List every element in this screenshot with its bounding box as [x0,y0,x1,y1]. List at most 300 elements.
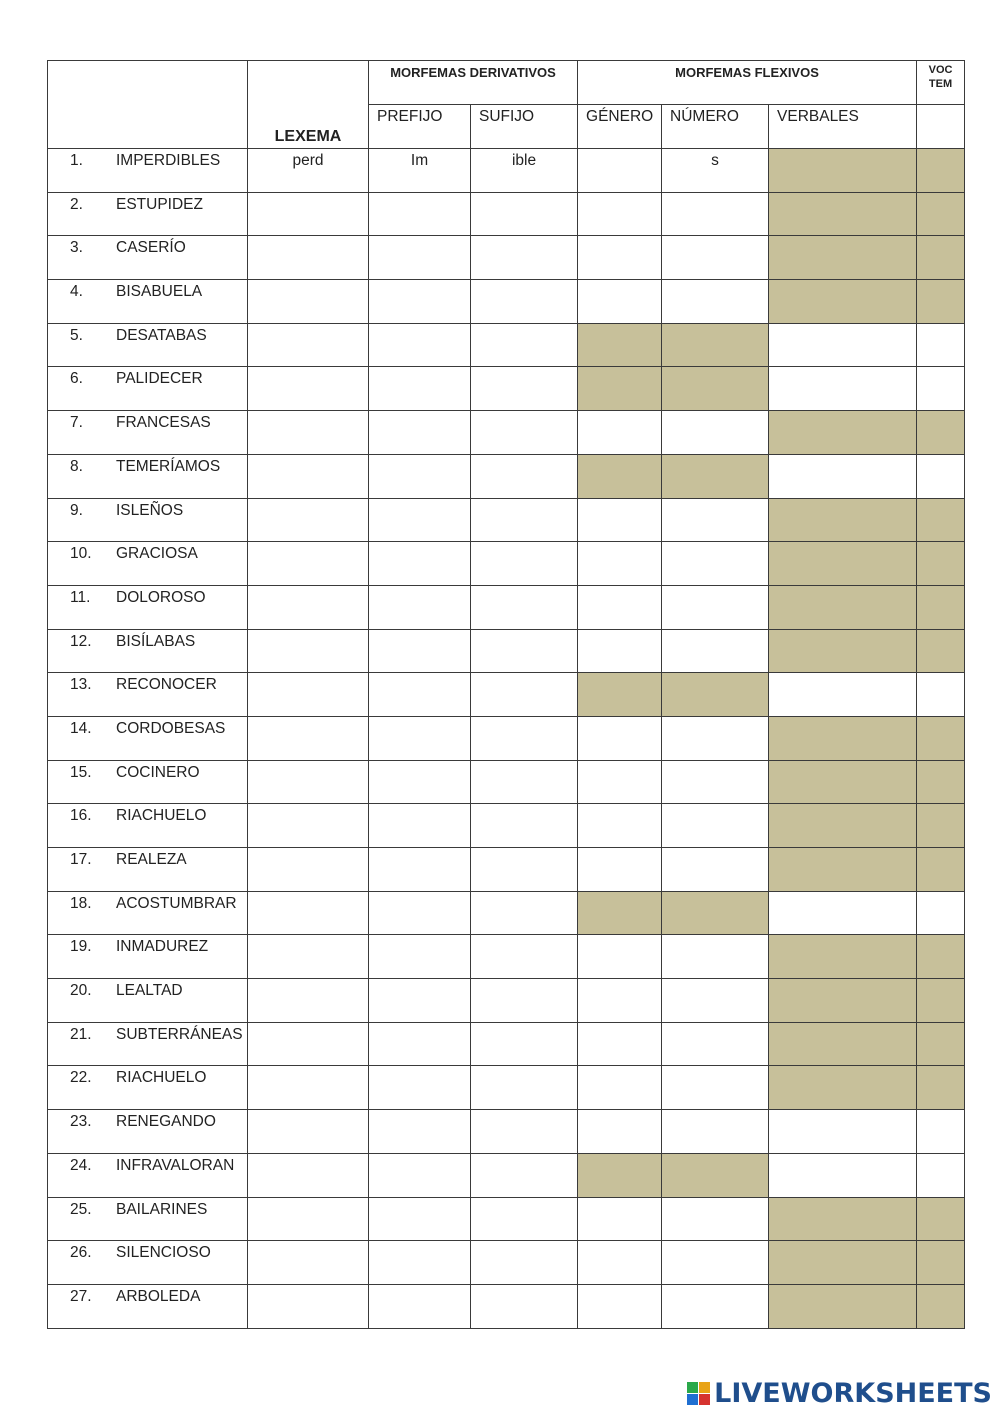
voc-tem-header [917,61,965,105]
verbales-cell [769,1066,917,1110]
word-cell [48,236,248,280]
row-number: 26. [70,1244,92,1262]
row-number: 13. [70,676,92,694]
voc-cell [917,629,965,673]
row-word: BISÍLABAS [116,632,196,650]
word-column-header [48,61,248,149]
genero-cell[interactable] [578,585,662,629]
verbales-cell [769,1241,917,1285]
lexema-cell[interactable] [248,542,369,586]
numero-cell[interactable] [662,542,769,586]
sufijo-cell[interactable] [471,585,578,629]
row-word: INFRAVALORAN [116,1156,235,1174]
sufijo-cell[interactable] [471,760,578,804]
sufijo-cell[interactable] [471,1153,578,1197]
genero-cell[interactable] [578,1022,662,1066]
word-cell [48,1241,248,1285]
table-row [48,280,965,324]
lexema-cell[interactable] [248,1153,369,1197]
table-row [48,149,965,193]
row-number: 16. [70,807,92,825]
row-number: 3. [70,239,83,257]
lexema-cell[interactable] [248,891,369,935]
row-word: INMADUREZ [116,938,209,956]
prefijo-cell[interactable] [369,498,471,542]
sufijo-cell[interactable] [471,1241,578,1285]
table-body [48,149,965,1329]
numero-cell[interactable] [662,804,769,848]
table-row [48,236,965,280]
voc-header-line1: VOC [928,64,953,76]
prefijo-cell[interactable] [369,411,471,455]
morphology-table [47,60,965,1329]
genero-cell [578,891,662,935]
verbales-cell[interactable] [769,323,917,367]
row-word: ACOSTUMBRAR [116,894,237,912]
numero-cell [662,891,769,935]
genero-cell[interactable] [578,760,662,804]
verbales-cell [769,629,917,673]
genero-header: GÉNERO [578,105,662,149]
row-number: 9. [70,501,83,519]
genero-cell[interactable] [578,1197,662,1241]
word-cell [48,891,248,935]
word-cell [48,498,248,542]
genero-cell [578,673,662,717]
genero-cell[interactable] [578,236,662,280]
verbales-cell[interactable] [769,673,917,717]
word-cell [48,1066,248,1110]
genero-cell[interactable] [578,1241,662,1285]
genero-cell[interactable] [578,1066,662,1110]
row-number: 6. [70,370,83,388]
verbales-cell [769,1284,917,1328]
numero-cell[interactable] [662,1110,769,1154]
table-row [48,542,965,586]
genero-cell[interactable] [578,629,662,673]
row-number: 12. [70,632,92,650]
numero-cell[interactable] [662,1066,769,1110]
word-cell [48,1153,248,1197]
sufijo-cell[interactable] [471,848,578,892]
genero-cell [578,323,662,367]
genero-cell [578,1153,662,1197]
row-number: 14. [70,719,92,737]
lexema-cell[interactable] [248,935,369,979]
voc-header-line2: TEM [928,78,953,90]
word-cell [48,1022,248,1066]
brand-text: LIVEWORKSHEETS [714,1377,992,1409]
verbales-cell [769,848,917,892]
lexema-cell[interactable] [248,979,369,1023]
word-cell [48,149,248,193]
row-word: ESTUPIDEZ [116,195,203,213]
row-number: 22. [70,1069,92,1087]
lexema-cell[interactable] [248,760,369,804]
prefijo-cell[interactable] [369,1284,471,1328]
sufijo-cell[interactable] [471,1066,578,1110]
sufijo-cell[interactable] [471,979,578,1023]
table-row [48,498,965,542]
row-number: 5. [70,326,83,344]
sufijo-cell[interactable] [471,454,578,498]
prefijo-cell[interactable] [369,1110,471,1154]
genero-cell[interactable] [578,411,662,455]
sufijo-cell[interactable] [471,1197,578,1241]
genero-cell[interactable] [578,280,662,324]
table-row [48,192,965,236]
prefijo-cell[interactable] [369,280,471,324]
voc-cell[interactable] [917,454,965,498]
prefijo-cell[interactable] [369,979,471,1023]
lexema-cell[interactable] [248,716,369,760]
prefijo-cell[interactable] [369,716,471,760]
row-number: 4. [70,283,83,301]
word-cell [48,760,248,804]
verbales-cell [769,716,917,760]
prefijo-header: PREFIJO [369,105,471,149]
genero-cell[interactable] [578,716,662,760]
genero-cell[interactable] [578,542,662,586]
voc-cell [917,542,965,586]
sufijo-cell[interactable] [471,367,578,411]
numero-cell[interactable] [662,411,769,455]
row-word: BAILARINES [116,1200,208,1218]
word-cell [48,585,248,629]
verbales-cell [769,192,917,236]
numero-cell[interactable] [662,1241,769,1285]
lexema-header: LEXEMA [248,61,369,149]
lexema-cell[interactable] [248,192,369,236]
lexema-cell[interactable] [248,454,369,498]
numero-cell[interactable] [662,1284,769,1328]
prefijo-cell[interactable] [369,891,471,935]
row-number: 23. [70,1113,92,1131]
verbales-cell [769,585,917,629]
liveworksheets-logo-icon [687,1382,710,1405]
verbales-cell [769,236,917,280]
table-row [48,1022,965,1066]
prefijo-cell[interactable] [369,760,471,804]
word-cell [48,716,248,760]
lexema-cell[interactable] [248,848,369,892]
sufijo-cell[interactable] [471,498,578,542]
word-cell [48,1110,248,1154]
verbales-cell [769,1197,917,1241]
row-number: 27. [70,1287,92,1305]
lexema-cell[interactable] [248,1022,369,1066]
genero-cell[interactable] [578,498,662,542]
numero-cell[interactable] [662,280,769,324]
lexema-cell[interactable] [248,629,369,673]
row-word: CORDOBESAS [116,719,226,737]
row-number: 10. [70,545,92,563]
row-number: 17. [70,851,92,868]
table-row [48,760,965,804]
voc-cell [917,149,965,193]
sufijo-cell[interactable] [471,1110,578,1154]
verbales-cell [769,804,917,848]
prefijo-cell[interactable] [369,323,471,367]
verbales-cell[interactable] [769,367,917,411]
row-word: REALEZA [116,851,187,868]
row-number: 20. [70,982,92,1000]
numero-cell[interactable] [662,1022,769,1066]
numero-cell[interactable] [662,236,769,280]
row-word: IMPERDIBLES [116,152,221,169]
voc-cell[interactable] [917,891,965,935]
prefijo-cell[interactable] [369,192,471,236]
numero-cell[interactable] [662,979,769,1023]
prefijo-cell[interactable] [369,1241,471,1285]
numero-cell [662,673,769,717]
table-row [48,935,965,979]
sufijo-cell[interactable] [471,411,578,455]
genero-cell[interactable] [578,1110,662,1154]
prefijo-cell[interactable] [369,585,471,629]
prefijo-cell[interactable] [369,1066,471,1110]
voc-cell[interactable] [917,1110,965,1154]
prefijo-cell[interactable] [369,1153,471,1197]
row-word: CASERÍO [116,239,186,257]
word-cell [48,411,248,455]
row-word: RENEGANDO [116,1113,216,1131]
lexema-cell[interactable] [248,367,369,411]
lexema-cell[interactable] [248,411,369,455]
lexema-cell[interactable] [248,673,369,717]
prefijo-cell[interactable] [369,629,471,673]
voc-cell [917,848,965,892]
voc-cell[interactable] [917,367,965,411]
verbales-cell [769,542,917,586]
row-word: FRANCESAS [116,414,211,432]
sufijo-cell[interactable] [471,804,578,848]
verbales-cell [769,935,917,979]
row-number: 24. [70,1156,92,1174]
numero-cell [662,1153,769,1197]
prefijo-cell[interactable] [369,542,471,586]
row-number: 21. [70,1025,92,1043]
voc-cell[interactable] [917,323,965,367]
numero-header: NÚMERO [662,105,769,149]
lexema-cell[interactable] [248,1110,369,1154]
word-cell [48,979,248,1023]
voc-cell [917,585,965,629]
row-word: RECONOCER [116,676,217,694]
voc-cell [917,935,965,979]
lexema-cell[interactable] [248,1066,369,1110]
table-row [48,367,965,411]
sufijo-cell[interactable] [471,323,578,367]
table-row [48,1284,965,1328]
row-word: COCINERO [116,763,200,781]
prefijo-cell[interactable] [369,935,471,979]
row-number: 25. [70,1200,92,1218]
sufijo-cell[interactable] [471,1022,578,1066]
lexema-cell[interactable] [248,1284,369,1328]
row-word: PALIDECER [116,370,203,388]
voc-cell [917,192,965,236]
genero-cell[interactable] [578,979,662,1023]
genero-cell[interactable] [578,1284,662,1328]
table-row [48,1241,965,1285]
table-row [48,848,965,892]
word-cell [48,454,248,498]
row-word: TEMERÍAMOS [116,457,221,475]
numero-cell[interactable] [662,498,769,542]
voc-cell [917,804,965,848]
word-cell [48,542,248,586]
sufijo-cell[interactable] [471,1284,578,1328]
row-word: ISLEÑOS [116,501,184,519]
sufijo-header: SUFIJO [471,105,578,149]
table-row [48,323,965,367]
voc-cell [917,716,965,760]
verbales-cell[interactable] [769,1110,917,1154]
row-word: RIACHUELO [116,1069,207,1087]
word-cell [48,848,248,892]
sufijo-cell[interactable] [471,236,578,280]
verbales-cell[interactable] [769,891,917,935]
voc-cell [917,1284,965,1328]
lexema-cell[interactable] [248,1197,369,1241]
verbales-cell [769,498,917,542]
word-cell [48,935,248,979]
prefijo-cell[interactable] [369,1022,471,1066]
sufijo-cell[interactable] [471,891,578,935]
prefijo-cell[interactable] [369,236,471,280]
word-cell [48,280,248,324]
word-cell [48,673,248,717]
flexivos-header: MORFEMAS FLEXIVOS [578,61,917,105]
sufijo-cell[interactable] [471,542,578,586]
voc-subheader [917,105,965,149]
row-number: 15. [70,763,92,781]
prefijo-cell[interactable] [369,1197,471,1241]
numero-cell[interactable] [662,716,769,760]
verbales-cell [769,280,917,324]
verbales-cell [769,979,917,1023]
lexema-cell[interactable]: perd [248,149,369,193]
row-word: BISABUELA [116,283,203,301]
sufijo-cell[interactable] [471,280,578,324]
verbales-cell [769,760,917,804]
table-row [48,979,965,1023]
genero-cell[interactable] [578,192,662,236]
verbales-cell [769,411,917,455]
genero-cell [578,454,662,498]
voc-cell [917,1241,965,1285]
genero-cell [578,367,662,411]
lexema-cell[interactable] [248,804,369,848]
sufijo-cell[interactable] [471,629,578,673]
table-row [48,804,965,848]
table-row [48,891,965,935]
numero-cell[interactable] [662,848,769,892]
voc-cell[interactable] [917,673,965,717]
lexema-cell[interactable] [248,1241,369,1285]
word-cell [48,629,248,673]
table-row [48,411,965,455]
sufijo-cell[interactable] [471,673,578,717]
row-word: ARBOLEDA [116,1287,201,1305]
verbales-cell[interactable] [769,1153,917,1197]
numero-cell[interactable] [662,629,769,673]
verbales-cell[interactable] [769,454,917,498]
table-row [48,1153,965,1197]
liveworksheets-logo [687,1377,992,1409]
genero-cell[interactable] [578,804,662,848]
numero-cell [662,454,769,498]
sufijo-cell[interactable] [471,935,578,979]
numero-cell[interactable] [662,760,769,804]
row-word: DESATABAS [116,326,207,344]
sufijo-cell[interactable]: ible [471,149,578,193]
table-row [48,716,965,760]
table-row [48,1110,965,1154]
numero-cell[interactable] [662,192,769,236]
prefijo-cell[interactable]: Im [369,149,471,193]
prefijo-cell[interactable] [369,673,471,717]
lexema-cell[interactable] [248,236,369,280]
numero-cell[interactable] [662,585,769,629]
row-word: SILENCIOSO [116,1244,211,1262]
word-cell [48,1284,248,1328]
prefijo-cell[interactable] [369,848,471,892]
row-number: 2. [70,195,83,213]
lexema-cell[interactable] [248,585,369,629]
prefijo-cell[interactable] [369,367,471,411]
voc-cell [917,1022,965,1066]
derivativos-header: MORFEMAS DERIVATIVOS [369,61,578,105]
voc-cell [917,411,965,455]
row-word: DOLOROSO [116,588,206,606]
voc-cell [917,498,965,542]
verbales-cell [769,149,917,193]
row-number: 19. [70,938,92,956]
voc-cell [917,236,965,280]
genero-cell[interactable] [578,848,662,892]
genero-cell[interactable] [578,149,662,193]
word-cell [48,367,248,411]
word-cell [48,804,248,848]
lexema-cell[interactable] [248,498,369,542]
word-cell [48,192,248,236]
table-row [48,1197,965,1241]
voc-cell [917,1066,965,1110]
prefijo-cell[interactable] [369,804,471,848]
sufijo-cell[interactable] [471,716,578,760]
row-number: 1. [70,152,83,169]
voc-cell[interactable] [917,1153,965,1197]
numero-cell[interactable] [662,1197,769,1241]
verbales-cell [769,1022,917,1066]
numero-cell [662,323,769,367]
genero-cell[interactable] [578,935,662,979]
word-cell [48,323,248,367]
table-row [48,454,965,498]
numero-cell[interactable] [662,935,769,979]
lexema-cell[interactable] [248,280,369,324]
prefijo-cell[interactable] [369,454,471,498]
verbales-header: VERBALES [769,105,917,149]
lexema-cell[interactable] [248,323,369,367]
row-number: 8. [70,457,83,475]
row-word: GRACIOSA [116,545,198,563]
row-word: SUBTERRÁNEAS [116,1025,243,1043]
sufijo-cell[interactable] [471,192,578,236]
numero-cell[interactable]: s [662,149,769,193]
